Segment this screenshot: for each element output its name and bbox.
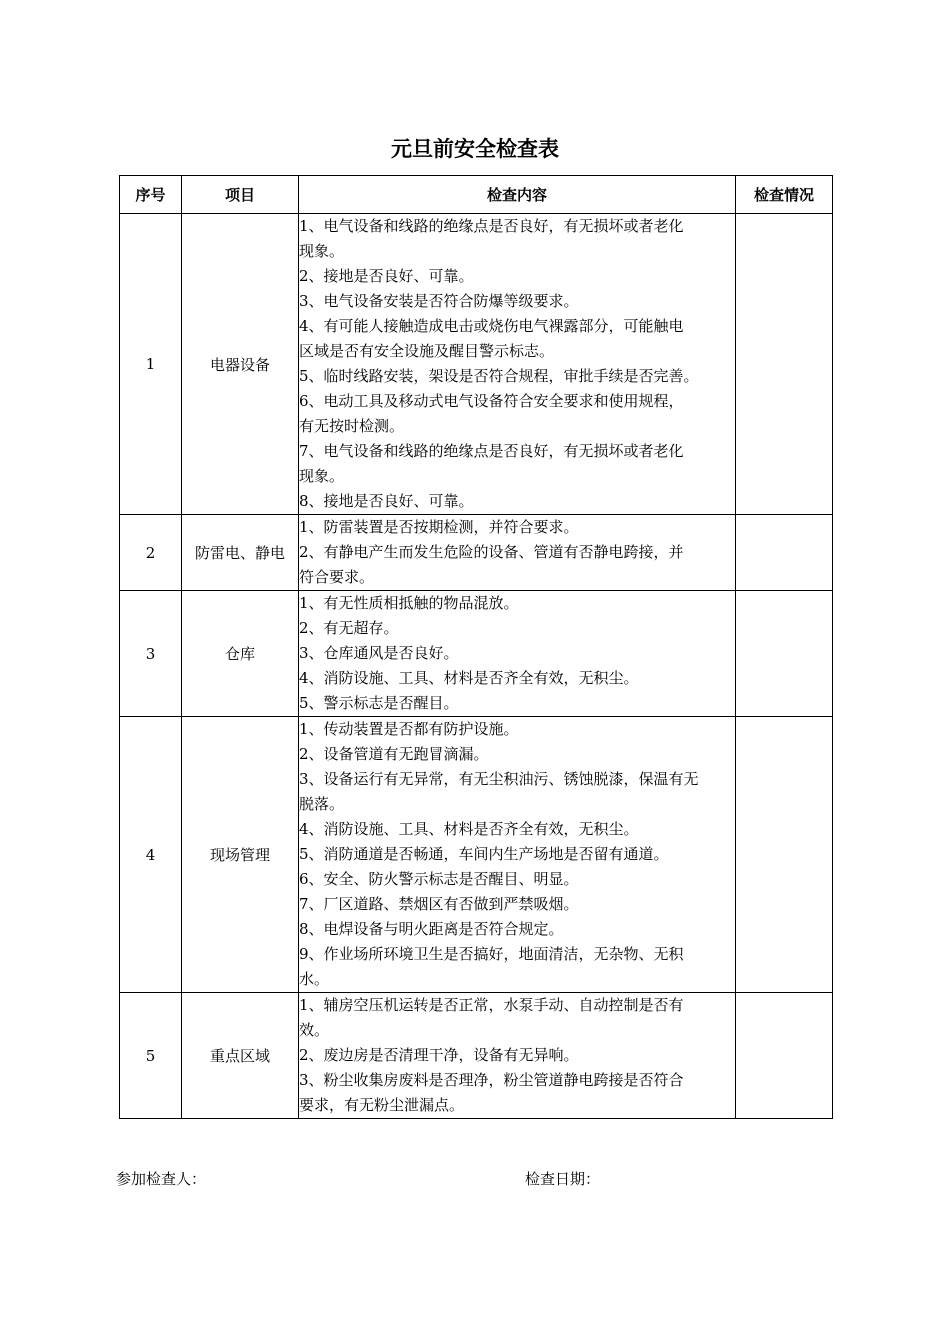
header-status: 检查情况 xyxy=(736,176,833,214)
content-line: 有无按时检测。 xyxy=(299,417,405,435)
content-line: 9、作业场所环境卫生是否搞好，地面清洁，无杂物、无积 xyxy=(299,945,684,963)
content-line: 3、粉尘收集房废料是否理净，粉尘管道静电跨接是否符合 xyxy=(299,1071,684,1089)
table-row xyxy=(120,591,833,717)
content-line: 1、防雷装置是否按期检测，并符合要求。 xyxy=(299,518,579,536)
safety-check-table xyxy=(119,175,833,1119)
content-line: 2、接地是否良好、可靠。 xyxy=(299,267,474,285)
row-item: 现场管理 xyxy=(182,717,299,993)
inspector-label: 参加检查人： xyxy=(116,1170,207,1188)
content-line: 2、有无超存。 xyxy=(299,619,399,637)
content-line: 7、厂区道路、禁烟区有否做到严禁吸烟。 xyxy=(299,895,579,913)
content-line: 4、消防设施、工具、材料是否齐全有效，无积尘。 xyxy=(299,820,639,838)
row-number: 3 xyxy=(120,591,182,717)
content-line: 2、设备管道有无跑冒滴漏。 xyxy=(299,745,489,763)
row-item: 仓库 xyxy=(182,591,299,717)
content-line: 现象。 xyxy=(299,242,345,260)
content-line: 8、接地是否良好、可靠。 xyxy=(299,492,474,510)
row-number: 5 xyxy=(120,993,182,1119)
content-line: 1、电气设备和线路的绝缘点是否良好，有无损坏或者老化 xyxy=(299,217,684,235)
date-label: 检查日期： xyxy=(525,1170,601,1188)
content-line: 符合要求。 xyxy=(299,568,375,586)
row-content xyxy=(299,591,736,717)
table-row xyxy=(120,515,833,591)
content-line: 4、消防设施、工具、材料是否齐全有效，无积尘。 xyxy=(299,669,639,687)
table-body xyxy=(120,214,833,1119)
row-status-cell[interactable] xyxy=(736,214,833,515)
row-number: 4 xyxy=(120,717,182,993)
content-line: 1、有无性质相抵触的物品混放。 xyxy=(299,594,519,612)
table-row xyxy=(120,717,833,993)
table-header-row xyxy=(120,176,833,214)
row-item: 防雷电、静电 xyxy=(182,515,299,591)
row-content xyxy=(299,993,736,1119)
content-line: 5、消防通道是否畅通，车间内生产场地是否留有通道。 xyxy=(299,845,669,863)
table-row xyxy=(120,214,833,515)
document-title: 元旦前安全检查表 xyxy=(391,137,559,161)
content-line: 脱落。 xyxy=(299,795,345,813)
header-no: 序号 xyxy=(120,176,182,214)
row-content xyxy=(299,717,736,993)
content-line: 7、电气设备和线路的绝缘点是否良好，有无损坏或者老化 xyxy=(299,442,684,460)
content-line: 水。 xyxy=(299,970,330,988)
content-line: 效。 xyxy=(299,1021,330,1039)
row-status-cell[interactable] xyxy=(736,993,833,1119)
content-line: 4、有可能人接触造成电击或烧伤电气裸露部分，可能触电 xyxy=(299,317,684,335)
content-line: 区域是否有安全设施及醒目警示标志。 xyxy=(299,342,555,360)
content-line: 8、电焊设备与明火距离是否符合规定。 xyxy=(299,920,564,938)
row-status-cell[interactable] xyxy=(736,591,833,717)
header-item: 项目 xyxy=(182,176,299,214)
row-number: 1 xyxy=(120,214,182,515)
row-item: 电器设备 xyxy=(182,214,299,515)
content-line: 5、警示标志是否醒目。 xyxy=(299,694,459,712)
row-number: 2 xyxy=(120,515,182,591)
content-line: 3、仓库通风是否良好。 xyxy=(299,644,459,662)
row-status-cell[interactable] xyxy=(736,515,833,591)
content-line: 5、临时线路安装，架设是否符合规程，审批手续是否完善。 xyxy=(299,367,699,385)
content-line: 6、安全、防火警示标志是否醒目、明显。 xyxy=(299,870,579,888)
content-line: 1、传动装置是否都有防护设施。 xyxy=(299,720,519,738)
header-content: 检查内容 xyxy=(299,176,736,214)
row-item: 重点区域 xyxy=(182,993,299,1119)
content-line: 现象。 xyxy=(299,467,345,485)
content-line: 3、电气设备安装是否符合防爆等级要求。 xyxy=(299,292,579,310)
row-content xyxy=(299,515,736,591)
content-line: 3、设备运行有无异常，有无尘积油污、锈蚀脱漆，保温有无 xyxy=(299,770,699,788)
table-row xyxy=(120,993,833,1119)
content-line: 2、废边房是否清理干净，设备有无异响。 xyxy=(299,1046,579,1064)
content-line: 2、有静电产生而发生危险的设备、管道有否静电跨接，并 xyxy=(299,543,684,561)
content-line: 6、电动工具及移动式电气设备符合安全要求和使用规程， xyxy=(299,392,684,410)
row-content xyxy=(299,214,736,515)
row-status-cell[interactable] xyxy=(736,717,833,993)
content-line: 要求，有无粉尘泄漏点。 xyxy=(299,1096,465,1114)
content-line: 1、辅房空压机运转是否正常，水泵手动、自动控制是否有 xyxy=(299,996,684,1014)
